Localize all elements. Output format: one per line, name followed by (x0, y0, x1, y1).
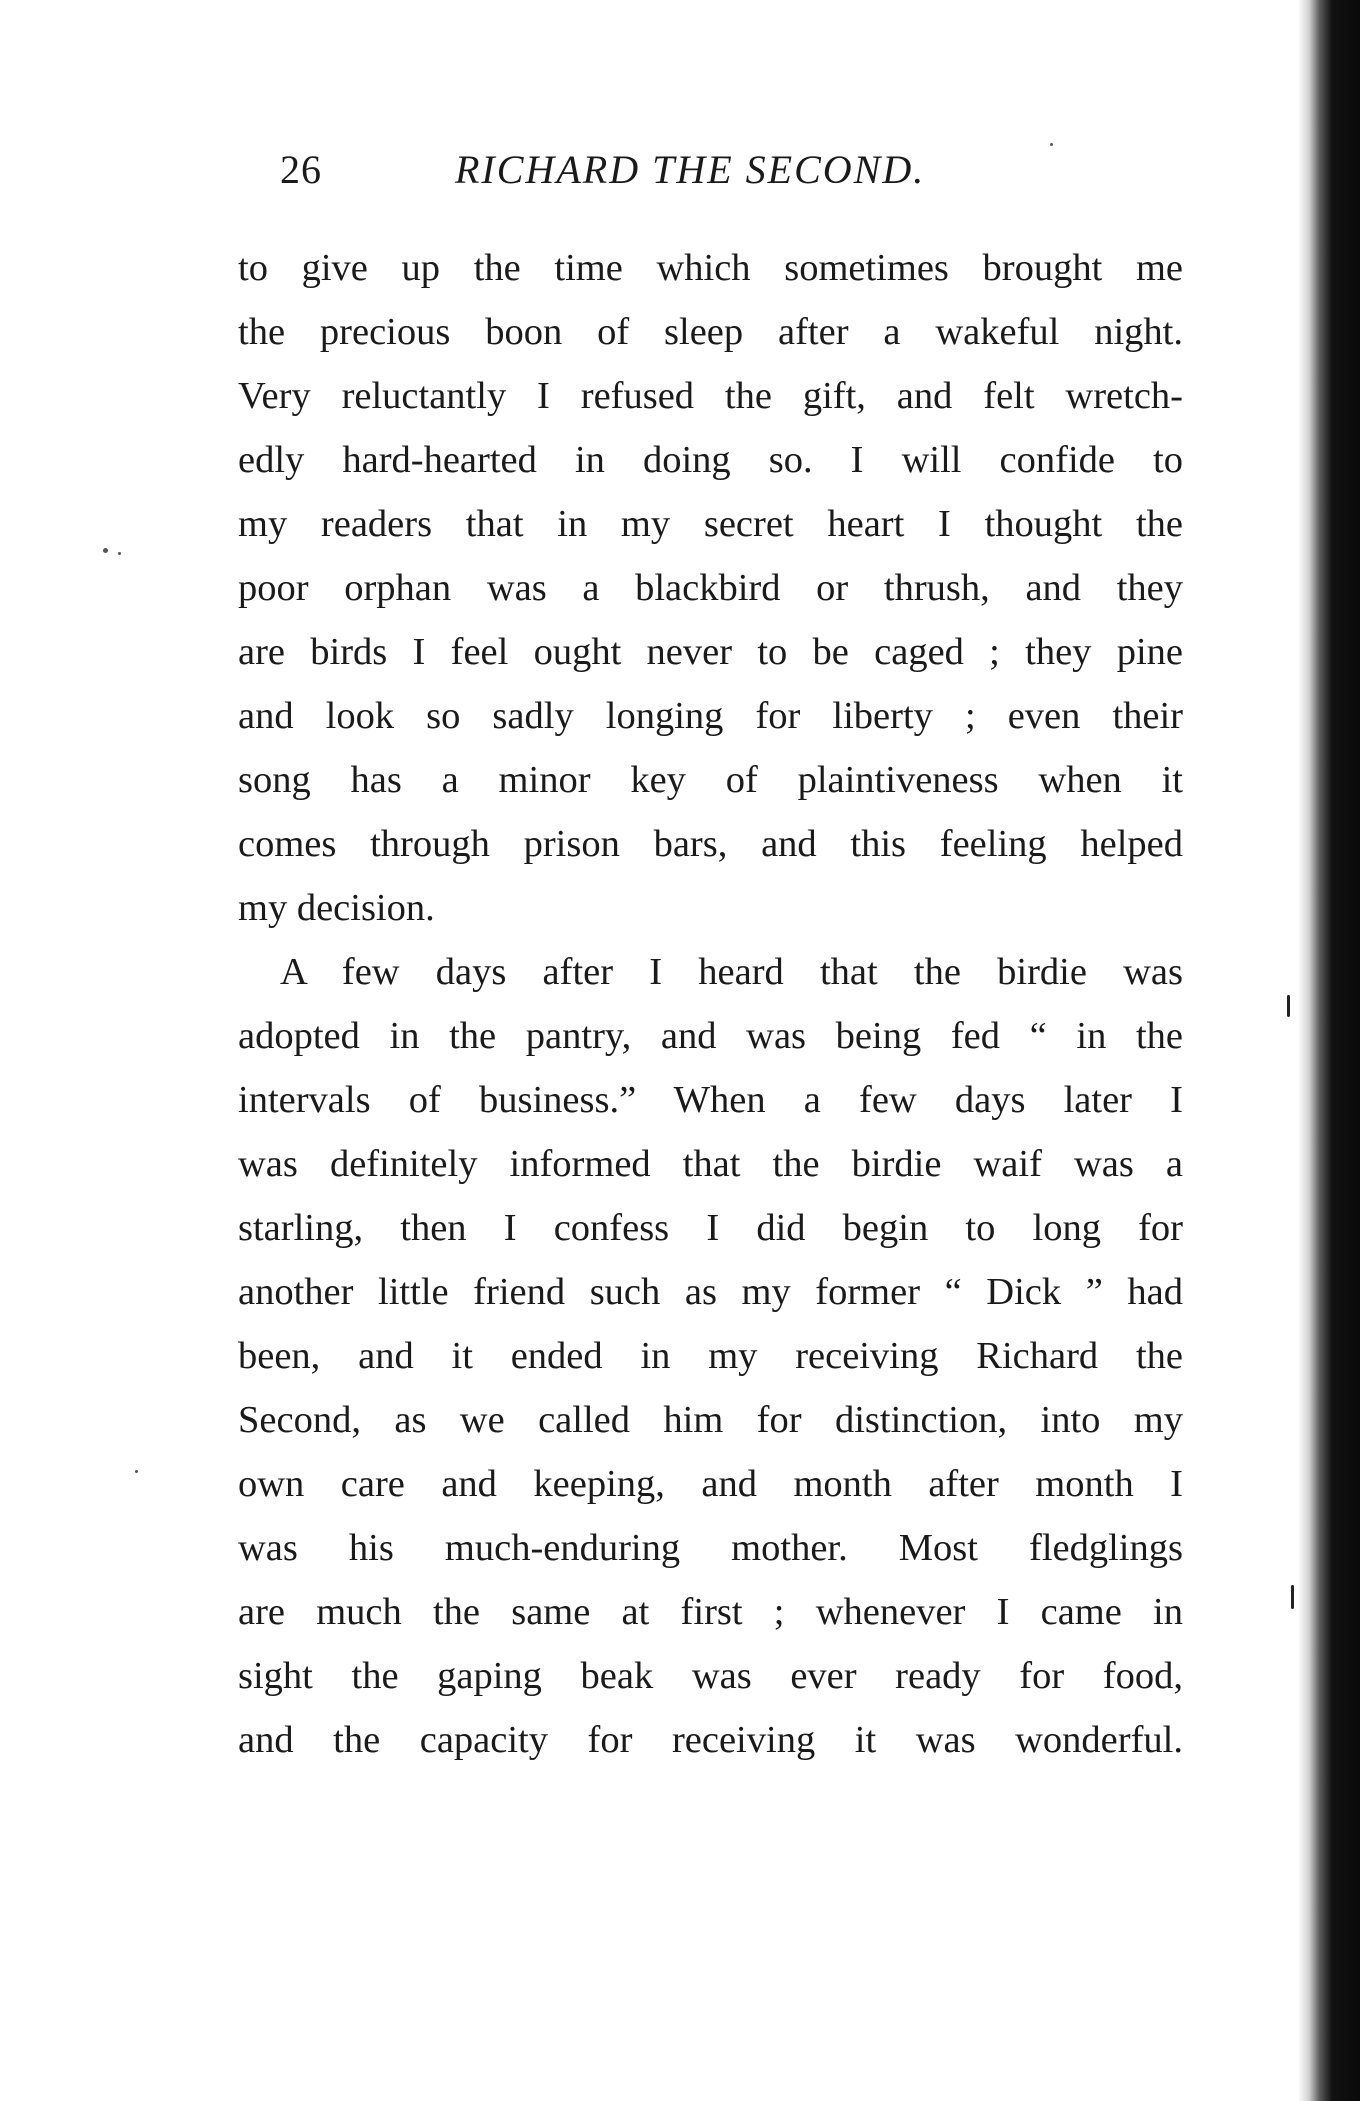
text-line: poor orphan was a blackbird or thrush, and they (238, 567, 1183, 609)
paragraph (238, 236, 1183, 940)
scan-speck (135, 1470, 138, 1473)
body-text (238, 236, 1183, 1772)
page-header (280, 140, 1180, 200)
text-line: intervals of business.” When a few days later I (238, 1079, 1183, 1121)
text-line: my readers that in my secret heart I thought the (238, 503, 1183, 545)
text-line: to give up the time which sometimes brought me (238, 247, 1183, 289)
scan-speck (1050, 143, 1053, 146)
text-line: been, and it ended in my receiving Richard the (238, 1335, 1183, 1377)
text-line: A few days after I heard that the birdie was (280, 951, 1183, 993)
text-line: starling, then I confess I did begin to long for (238, 1207, 1183, 1249)
text-line: Second, as we called him for distinction, into my (238, 1399, 1183, 1441)
text-line: are much the same at first ; whenever I came in (238, 1591, 1183, 1633)
scan-speck (118, 552, 121, 555)
text-line: was his much-enduring mother. Most fledglings (238, 1527, 1183, 1569)
text-line: and look so sadly longing for liberty ; even their (238, 695, 1183, 737)
text-line: song has a minor key of plaintiveness when it (238, 759, 1183, 801)
text-line: edly hard-hearted in doing so. I will confide to (238, 439, 1183, 481)
scan-speck (103, 548, 108, 553)
scan-speck (1287, 995, 1290, 1017)
page-number: 26 (280, 147, 322, 192)
text-line: Very reluctantly I refused the gift, and felt wretch- (238, 375, 1183, 417)
text-line: and the capacity for receiving it was wonderful. (238, 1719, 1183, 1761)
text-line: are birds I feel ought never to be caged ; they pine (238, 631, 1183, 673)
text-line: own care and keeping, and month after month I (238, 1463, 1183, 1505)
book-binding-edge (1298, 0, 1360, 2101)
text-line: comes through prison bars, and this feeling helped (238, 823, 1183, 865)
paragraph (238, 940, 1183, 1772)
text-line: the precious boon of sleep after a wakeful night. (238, 311, 1183, 353)
scan-speck (1291, 1585, 1294, 1609)
text-line: sight the gaping beak was ever ready for food, (238, 1655, 1183, 1697)
text-line: was definitely informed that the birdie waif was a (238, 1143, 1183, 1185)
text-line: adopted in the pantry, and was being fed “ in the (238, 1015, 1183, 1057)
text-line: another little friend such as my former “ Dick ” had (238, 1271, 1183, 1313)
running-title: RICHARD THE SECOND. (455, 147, 926, 192)
text-line: my decision. (238, 887, 435, 929)
